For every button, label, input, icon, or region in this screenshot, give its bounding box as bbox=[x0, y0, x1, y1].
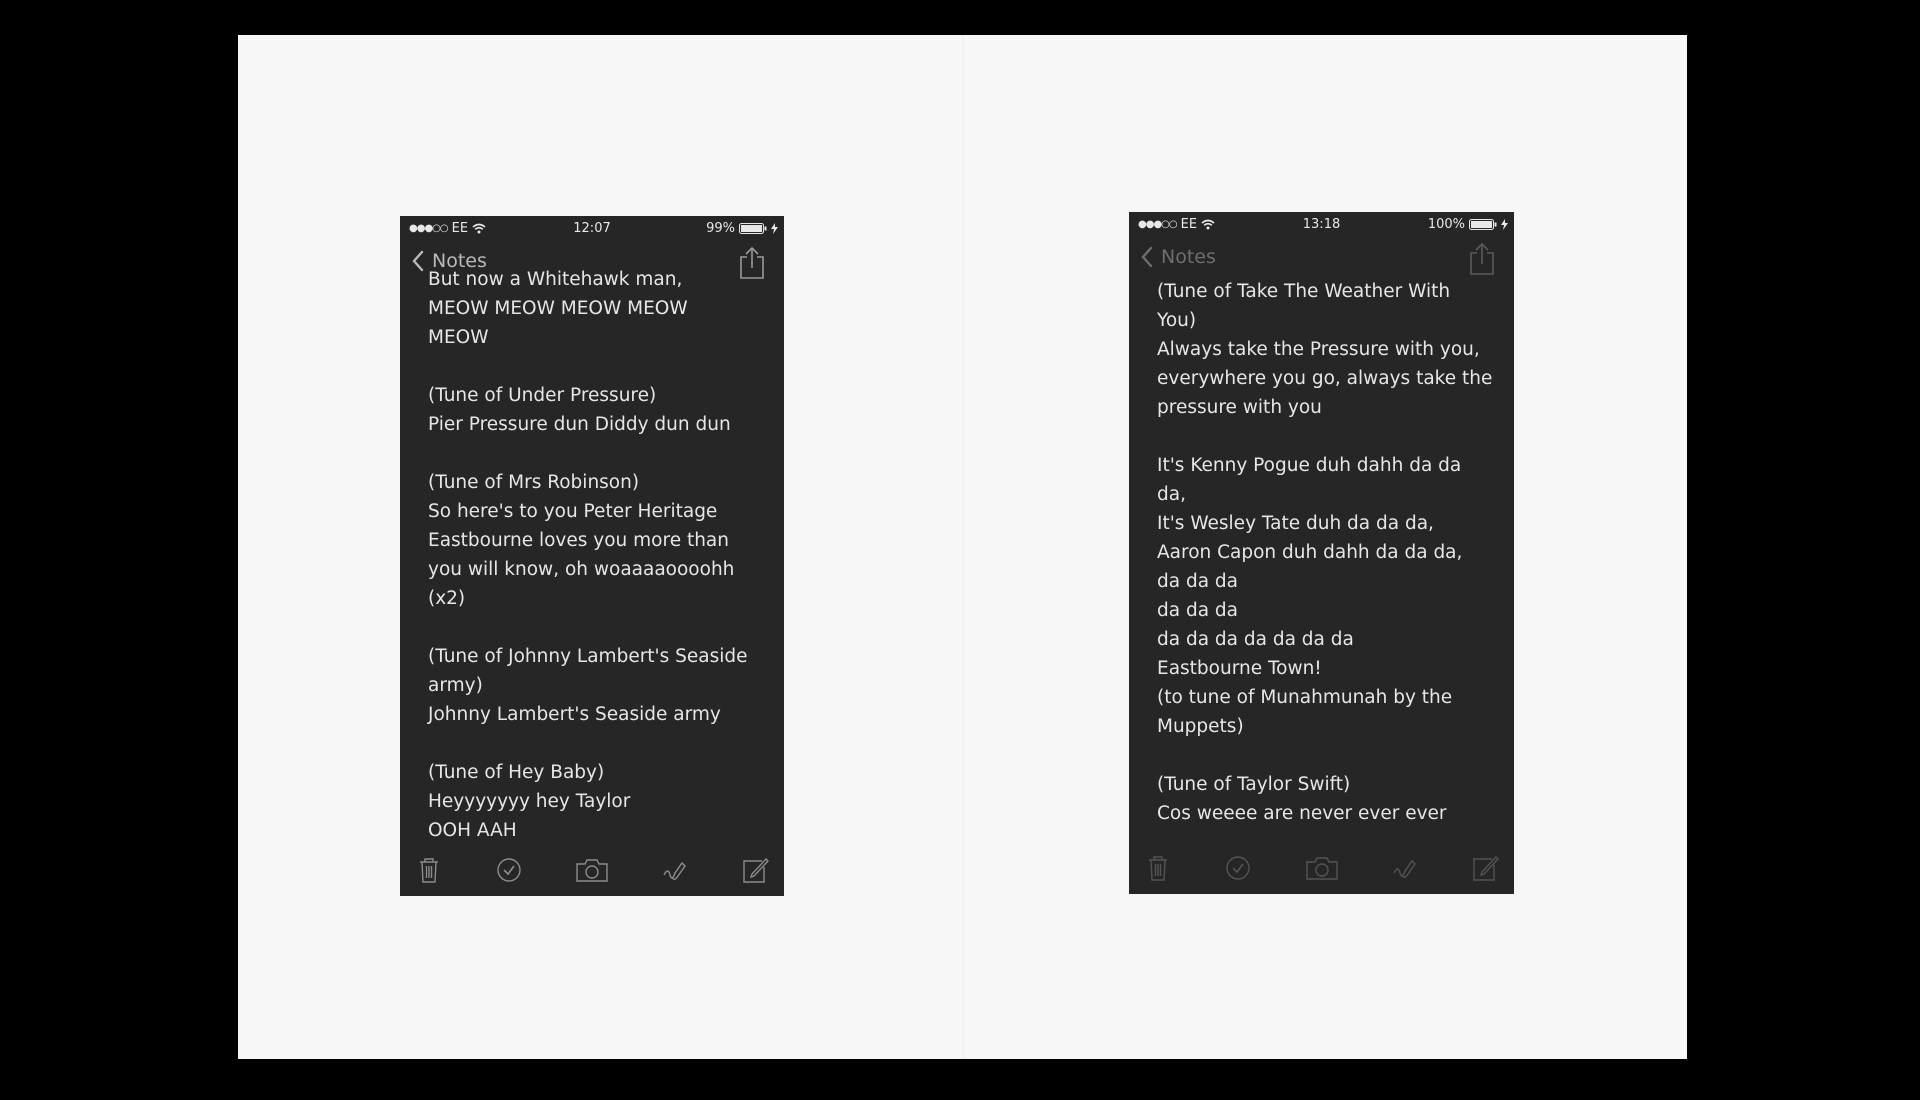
back-label: Notes bbox=[432, 250, 487, 272]
trash-icon[interactable] bbox=[414, 855, 444, 885]
note-body[interactable] bbox=[1157, 282, 1500, 842]
note-body[interactable] bbox=[428, 269, 770, 844]
share-button[interactable] bbox=[1468, 242, 1496, 276]
share-icon bbox=[1468, 242, 1496, 276]
status-time: 12:07 bbox=[573, 221, 611, 236]
charging-bolt-icon bbox=[771, 223, 778, 234]
sketch-icon[interactable] bbox=[660, 855, 690, 885]
chevron-left-icon bbox=[1141, 246, 1153, 268]
status-bar bbox=[1129, 212, 1514, 236]
carrier-label: EE bbox=[1180, 217, 1198, 232]
bottom-toolbar bbox=[1129, 842, 1514, 894]
battery-icon bbox=[1469, 219, 1497, 230]
signal-strength-icon: ●●●○○ bbox=[409, 223, 448, 234]
battery-icon bbox=[739, 223, 767, 234]
camera-icon[interactable] bbox=[1304, 853, 1340, 883]
signal-strength-icon: ●●●○○ bbox=[1138, 219, 1177, 230]
compose-icon[interactable] bbox=[1470, 853, 1500, 883]
status-right bbox=[1428, 217, 1508, 232]
bottom-toolbar bbox=[400, 844, 784, 896]
back-label: Notes bbox=[1161, 246, 1216, 268]
carrier-label: EE bbox=[451, 221, 469, 236]
checklist-icon[interactable] bbox=[494, 855, 524, 885]
battery-percent: 100% bbox=[1427, 217, 1465, 232]
battery-percent: 99% bbox=[706, 221, 735, 236]
note-text[interactable]: But now a Whitehawk man, MEOW MEOW MEOW MEOW MEOW (Tune of Under Pressure) Pier Pressure dun Diddy dun dun (Tune of Mrs Robinson) So here's to you Peter Heritage Eastbourne loves you more than you will know, oh woaaaaoooohh (x2) (Tune of Johnny Lambert's Seaside army) Johnny Lambert's Seaside army (Tune of Hey Baby) Heyyyyyyy hey Taylor OOH AAH bbox=[428, 269, 748, 841]
status-right bbox=[706, 221, 778, 236]
page-fold bbox=[962, 35, 964, 1059]
note-text[interactable]: (Tune of Take The Weather With You) Always take the Pressure with you, everywhere you go, always take the pressure with you It's Kenny Pogue duh dahh da da da, It's Wesley Tate duh da da da, Aaron Capon duh dahh da da da, da da da da da da da da da da da da da Eastbourne Town! (to tune of Munahmunah by the Muppets) (Tune of Taylor Swift) Cos weeee are never ever ever bbox=[1157, 281, 1493, 824]
sketch-icon[interactable] bbox=[1390, 853, 1420, 883]
phone-screenshot-left bbox=[400, 216, 784, 896]
camera-icon[interactable] bbox=[574, 855, 610, 885]
phone-screenshot-right bbox=[1129, 212, 1514, 894]
checklist-icon[interactable] bbox=[1223, 853, 1253, 883]
nav-bar bbox=[1129, 240, 1514, 278]
status-time: 13:18 bbox=[1302, 217, 1341, 232]
charging-bolt-icon bbox=[1501, 219, 1508, 230]
compose-icon[interactable] bbox=[740, 855, 770, 885]
trash-icon[interactable] bbox=[1143, 853, 1173, 883]
status-bar bbox=[400, 216, 784, 240]
chevron-left-icon bbox=[412, 250, 424, 272]
back-to-notes-button[interactable] bbox=[1141, 246, 1216, 268]
